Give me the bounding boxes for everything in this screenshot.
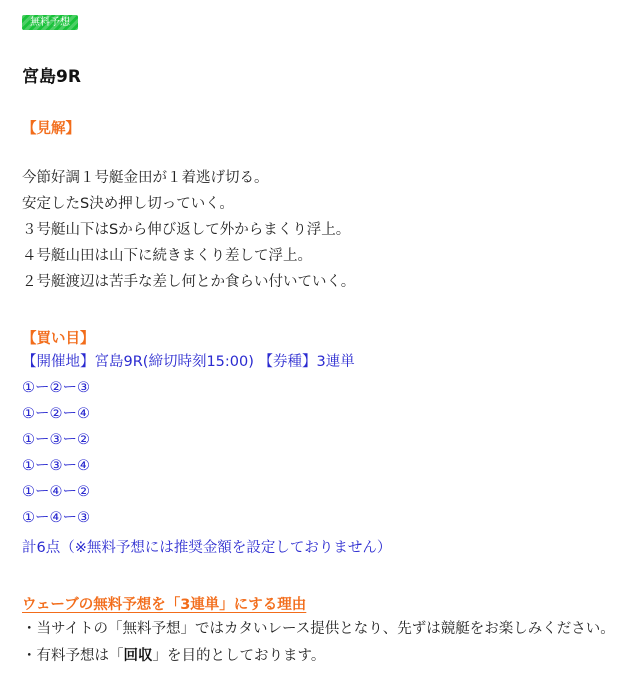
bet-combination: ①ー②ー③ <box>22 380 90 396</box>
bet-combination: ①ー③ー② <box>22 432 90 448</box>
analysis-heading: 【見解】 <box>22 121 80 137</box>
analysis-line: 安定したS決め押し切っていく。 <box>22 196 234 212</box>
reason-heading: ウェーブの無料予想を「3連単」にする理由 <box>22 597 307 613</box>
analysis-line: ４号艇山田は山下に続きまくり差して浮上。 <box>22 248 312 264</box>
reason-line-1: ・当サイトの「無料予想」ではカタいレース提供となり、先ずは競艇をお楽しみください。 <box>22 621 615 637</box>
bet-combination: ①ー②ー④ <box>22 406 90 422</box>
bet-combination: ①ー④ー② <box>22 484 90 500</box>
analysis-line: ３号艇山下はSから伸び返して外からまくり浮上。 <box>22 222 351 238</box>
reason-line-2-after: 」を目的としております。 <box>152 648 326 664</box>
bet-combination: ①ー④ー③ <box>22 510 90 526</box>
reason-line-2-before: ・有料予想は「 <box>22 648 124 664</box>
analysis-line: 今節好調１号艇金田が１着逃げ切る。 <box>22 170 269 186</box>
reason-line-2 <box>22 646 325 666</box>
bets-info: 【開催地】宮島9R(締切時刻15:00) 【券種】3連単 <box>22 354 355 370</box>
analysis-line: ２号艇渡辺は苦手な差し何とか食らい付いていく。 <box>22 274 356 290</box>
race-title: 宮島9R <box>22 67 81 87</box>
bets-total: 計6点（※無料予想には推奨金額を設定しておりません） <box>22 540 392 556</box>
bets-heading: 【買い目】 <box>22 331 95 347</box>
free-prediction-badge: 無料予想 <box>22 15 78 30</box>
reason-line-2-emphasis: 回収 <box>123 648 153 664</box>
bet-combination: ①ー③ー④ <box>22 458 90 474</box>
